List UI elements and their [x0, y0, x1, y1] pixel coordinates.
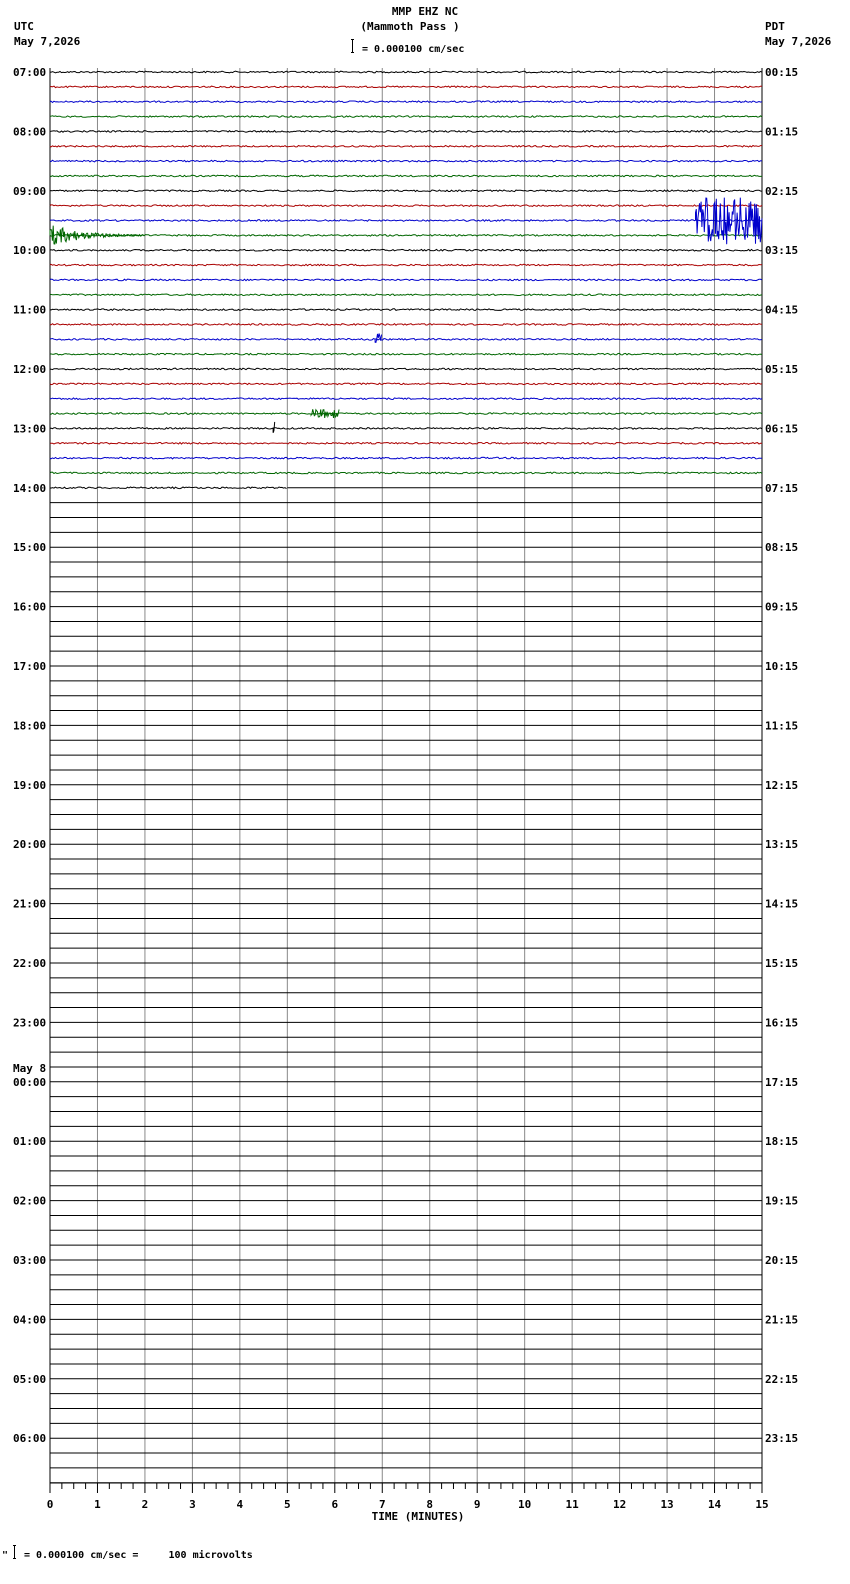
time-tick-label: 5	[284, 1498, 291, 1511]
trace-row	[50, 235, 762, 237]
time-tick-label: 6	[331, 1498, 339, 1511]
time-tick-label: 4	[236, 1498, 244, 1511]
trace-row	[50, 368, 762, 370]
utc-hour-label: 01:00	[13, 1135, 47, 1149]
utc-hour-label: 19:00	[13, 778, 47, 792]
right-date-label: May 7,2026	[765, 35, 832, 48]
pdt-hour-label: 08:15	[765, 541, 799, 555]
trace-row	[50, 205, 762, 207]
scale-label: = 0.000100 cm/sec	[362, 44, 465, 55]
pdt-hour-label: 18:15	[765, 1135, 799, 1149]
pdt-hour-label: 20:15	[765, 1254, 799, 1267]
utc-hour-label: 13:00	[13, 422, 47, 436]
utc-hour-label: 07:00	[13, 66, 47, 79]
pdt-hour-label: 05:15	[765, 363, 799, 376]
pdt-hour-label: 06:15	[765, 422, 799, 436]
time-tick-label: 8	[426, 1498, 434, 1511]
trace-row	[50, 324, 762, 326]
utc-hour-label: 15:00	[13, 541, 47, 555]
footer-marker: "	[2, 1550, 9, 1561]
utc-hour-label: 23:00	[13, 1016, 47, 1030]
trace-row	[50, 398, 762, 400]
time-tick-label: 14	[707, 1498, 722, 1511]
pdt-hour-label: 16:15	[765, 1016, 799, 1030]
trace-row	[50, 413, 762, 415]
utc-hour-label: 09:00	[13, 184, 47, 198]
trace-row	[50, 86, 762, 88]
pdt-hour-label: 03:15	[765, 244, 799, 258]
trace-row	[50, 339, 762, 341]
time-tick-label: 10	[518, 1498, 532, 1511]
pdt-hour-label: 22:15	[765, 1372, 799, 1386]
trace-row	[50, 264, 762, 266]
pdt-hour-label: 00:15	[765, 66, 799, 79]
footer-scale-note: = 0.000100 cm/sec = 100 microvolts	[24, 1550, 253, 1561]
left-timezone-label: UTC	[14, 20, 34, 33]
pdt-hour-label: 09:15	[765, 600, 799, 614]
footer-scale-bar-icon	[13, 1545, 16, 1559]
utc-hour-label: 14:00	[13, 481, 47, 495]
right-timezone-label: PDT	[765, 20, 785, 33]
station-title: MMP EHZ NC	[391, 5, 459, 18]
utc-hour-label: 02:00	[13, 1194, 47, 1208]
trace-row	[50, 487, 287, 489]
utc-hour-label: 11:00	[13, 303, 47, 317]
pdt-hour-label: 01:15	[765, 125, 799, 139]
utc-hour-label: 00:00	[13, 1075, 47, 1089]
left-date-label: May 7,2026	[14, 35, 81, 48]
utc-hour-label: 17:00	[13, 660, 47, 673]
trace-row	[50, 309, 762, 311]
trace-row	[50, 160, 762, 162]
time-tick-label: 0	[46, 1498, 54, 1511]
utc-hour-label: 06:00	[13, 1432, 47, 1446]
pdt-hour-label: 11:15	[765, 719, 799, 733]
station-location: (Mammoth Pass )	[360, 20, 460, 33]
trace-row	[50, 71, 762, 73]
time-tick-label: 3	[189, 1498, 196, 1511]
time-axis-label: TIME (MINUTES)	[371, 1510, 465, 1523]
pdt-hour-label: 10:15	[765, 660, 799, 673]
trace-row	[50, 146, 762, 148]
trace-row	[50, 175, 762, 177]
trace-row	[50, 101, 762, 103]
pdt-hour-label: 21:15	[765, 1313, 799, 1327]
pdt-hour-label: 19:15	[765, 1194, 799, 1208]
time-tick-label: 1	[94, 1498, 101, 1511]
trace-row	[50, 116, 762, 118]
utc-hour-label: 16:00	[13, 600, 47, 614]
pdt-hour-label: 07:15	[765, 481, 799, 495]
utc-hour-label: 05:00	[13, 1372, 47, 1386]
time-tick-label: 9	[473, 1498, 481, 1511]
seismic-event	[375, 334, 381, 343]
pdt-hour-label: 23:15	[765, 1432, 799, 1446]
trace-row	[50, 279, 762, 281]
utc-hour-label: 04:00	[13, 1313, 47, 1327]
utc-hour-label: 22:00	[13, 957, 47, 970]
pdt-hour-label: 15:15	[765, 957, 799, 970]
utc-hour-label: 21:00	[13, 897, 47, 911]
trace-row	[50, 294, 762, 296]
time-tick-label: 15	[755, 1498, 769, 1511]
pdt-hour-label: 12:15	[765, 778, 799, 792]
utc-hour-label: 20:00	[13, 838, 47, 852]
utc-hour-label: 12:00	[13, 363, 47, 376]
time-tick-label: 7	[378, 1498, 386, 1511]
pdt-hour-label: 13:15	[765, 838, 799, 852]
pdt-hour-label: 14:15	[765, 897, 799, 911]
trace-row	[50, 383, 762, 385]
time-tick-label: 13	[660, 1498, 674, 1511]
trace-row	[50, 443, 762, 445]
pdt-hour-label: 17:15	[765, 1075, 799, 1089]
utc-hour-label: 18:00	[13, 719, 47, 733]
utc-date-label: May 8	[13, 1061, 47, 1075]
trace-row	[50, 457, 762, 459]
time-tick-label: 12	[612, 1498, 627, 1511]
utc-hour-label: 10:00	[13, 244, 47, 258]
trace-row	[50, 131, 762, 133]
seismic-event	[273, 422, 275, 433]
trace-row	[50, 249, 762, 251]
trace-row	[50, 353, 762, 355]
utc-hour-label: 03:00	[13, 1254, 47, 1267]
trace-row	[50, 190, 762, 192]
time-tick-label: 11	[565, 1498, 579, 1511]
trace-row	[50, 220, 762, 222]
time-tick-label: 2	[141, 1498, 149, 1511]
pdt-hour-label: 02:15	[765, 184, 799, 198]
utc-hour-label: 08:00	[13, 125, 47, 139]
pdt-hour-label: 04:15	[765, 303, 799, 317]
trace-row	[50, 472, 762, 474]
trace-row	[50, 428, 762, 430]
